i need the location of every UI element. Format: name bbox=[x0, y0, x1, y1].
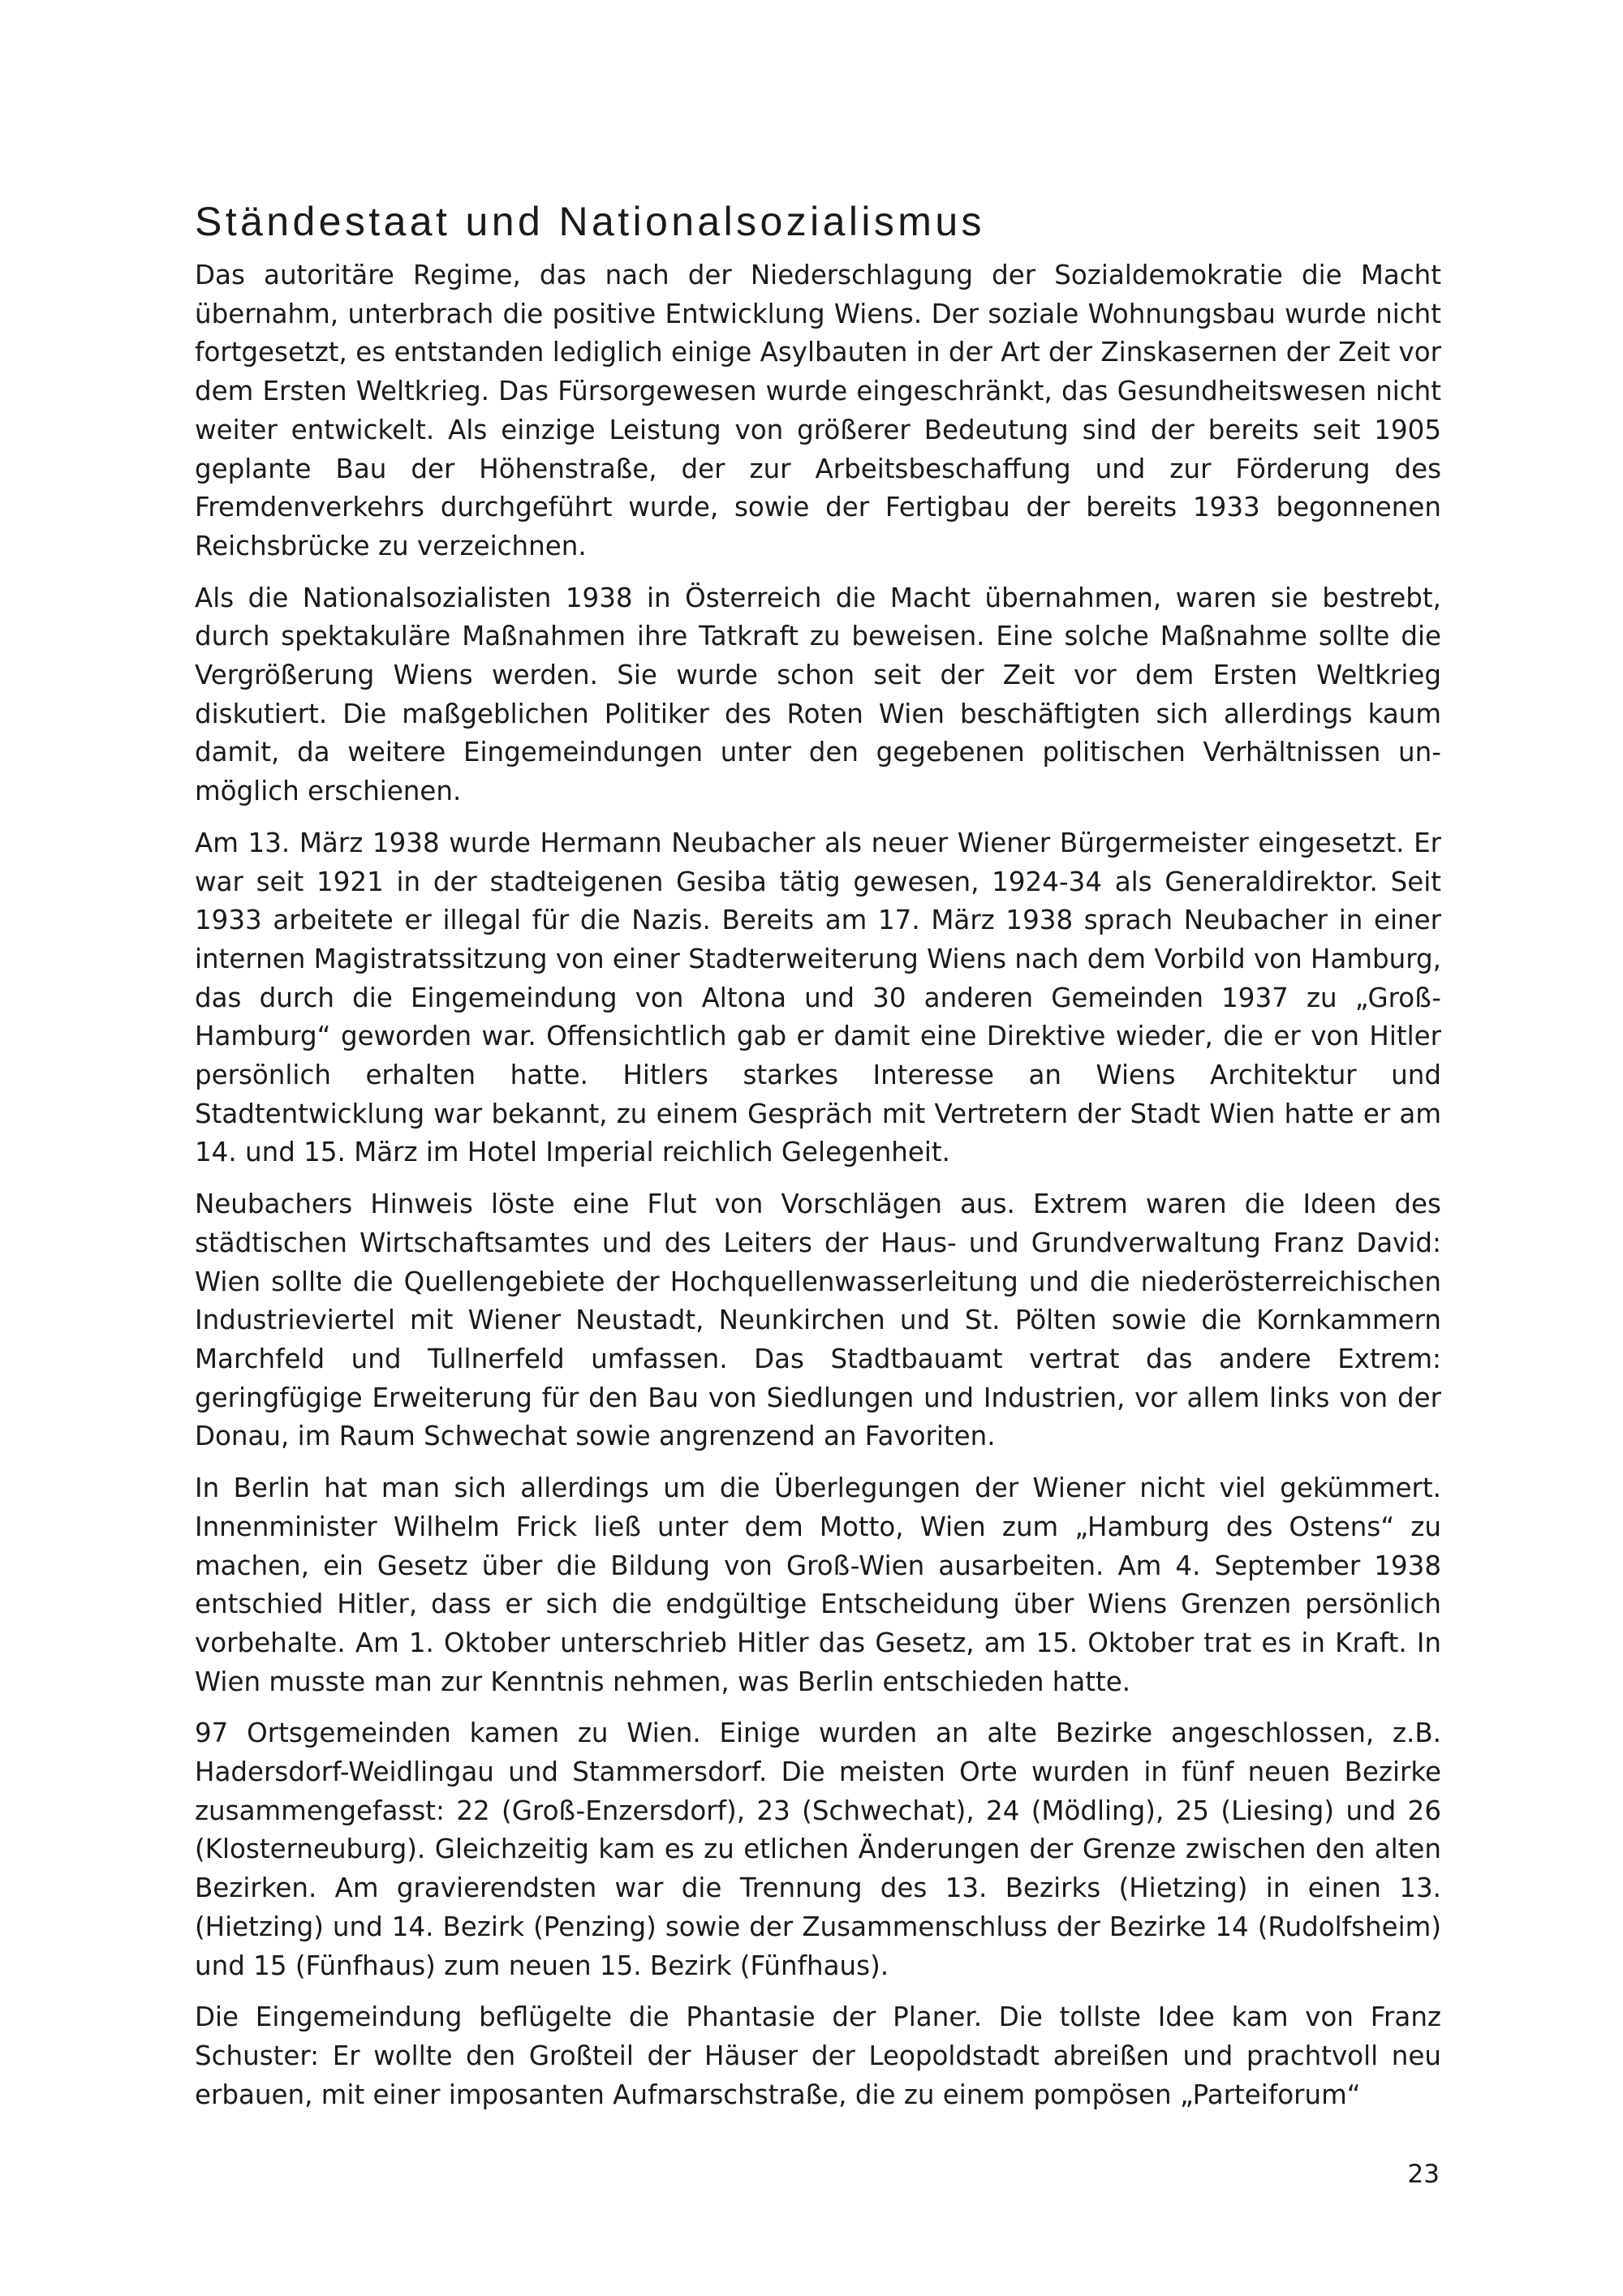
paragraph: Neubachers Hinweis löste eine Flut von Vorschlägen aus. Extrem waren die Ideen des städtischen Wirtschaftsamtes und des Leiters der Haus- und Grundverwaltung Franz David: Wien sollte die Quellengebiete der Hochquellenwasserleitung und die niederösterreichischen Industrieviertel mit Wiener Neustadt, Neunkirchen und St. Pölten sowie die Kornkammern Marchfeld und Tullnerfeld umfassen. Das Stadtbauamt vertrat das andere Extrem: geringfügige Erweiterung für den Bau von Siedlungen und Industrien, vor allem links von der Donau, im Raum Schwechat sowie angrenzend an Favoriten. bbox=[195, 1189, 1441, 1452]
section-title: Ständestaat und Nationalsozialismus bbox=[195, 199, 985, 244]
paragraph: Als die Nationalsozialisten 1938 in Österreich die Macht übernahmen, waren sie bestrebt, durch spektakuläre Maßnahmen ihre Tatkraft zu beweisen. Eine solche Maßnahme sollte die Vergrößerung Wiens werden. Sie wurde schon seit der Zeit vor dem Ersten Weltkrieg diskutiert. Die maßgeblichen Politiker des Roten Wien beschäftigten sich allerdings kaum damit, da weitere Eingemeindungen unter den gegebenen politischen Verhältnissen unmöglich erschienen. bbox=[195, 582, 1441, 807]
paragraph: Die Eingemeindung beflügelte die Phantasie der Planer. Die tollste Idee kam von Franz Schuster: Er wollte den Großteil der Häuser der Leopoldstadt abreißen und prachtvoll neu erbauen, mit einer imposanten Aufmarschstraße, die zu einem pompösen „Parteiforum“ bbox=[195, 2001, 1441, 2110]
paragraph: 97 Ortsgemeinden kamen zu Wien. Einige wurden an alte Bezirke angeschlossen, z.B. Hadersdorf-Weidlingau und Stammersdorf. Die meisten Orte wurden in fünf neuen Bezirke zusammengefasst: 22 (Groß-Enzersdorf), 23 (Schwechat), 24 (Mödling), 25 (Liesing) und 26 (Klosterneuburg). Gleichzeitig kam es zu etlichen Änderungen der Grenze zwischen den alten Bezirken. Am gravierendsten war die Trennung des 13. Bezirks (Hietzing) in einen 13. (Hietzing) und 14. Bezirk (Penzing) sowie der Zusammenschluss der Bezirke 14 (Rudolfsheim) und 15 (Fünfhaus) zum neuen 15. Bezirk (Fünfhaus). bbox=[195, 1718, 1441, 1981]
paragraph: Am 13. März 1938 wurde Hermann Neubacher als neuer Wiener Bürgermeister eingesetzt. Er war seit 1921 in der stadteigenen Gesiba tätig gewesen, 1924-34 als Generaldirektor. Seit 1933 arbeitete er illegal für die Nazis. Bereits am 17. März 1938 sprach Neubacher in einer internen Magistratssitzung von einer Stadterweiterung Wiens nach dem Vorbild von Hamburg, das durch die Eingemeindung von Altona und 30 anderen Gemeinden 1937 zu „Groß-Hamburg“ geworden war. Offensichtlich gab er damit eine Direktive wieder, die er von Hitler persönlich erhalten hatte. Hitlers starkes Interesse an Wiens Architektur und Stadtentwicklung war bekannt, zu einem Gespräch mit Vertretern der Stadt Wien hatte er am 14. und 15. März im Hotel Imperial reichlich Gelegenheit. bbox=[195, 827, 1441, 1168]
paragraph: In Berlin hat man sich allerdings um die Überlegungen der Wiener nicht viel gekümmert. Innenminister Wilhelm Frick ließ unter dem Motto, Wien zum „Hamburg des Ostens“ zu machen, ein Gesetz über die Bildung von Groß-Wien ausarbeiten. Am 4. September 1938 entschied Hitler, dass er sich die endgültige Entscheidung über Wiens Grenzen persönlich vorbehalte. Am 1. Oktober unterschrieb Hitler das Gesetz, am 15. Oktober trat es in Kraft. In Wien musste man zur Kenntnis nehmen, was Berlin entschieden hatte. bbox=[195, 1473, 1441, 1697]
page-number: 23 bbox=[1407, 2160, 1440, 2189]
paragraph: Das autoritäre Regime, das nach der Niederschlagung der Sozialdemokratie die Macht übernahm, unterbrach die positive Entwicklung Wiens. Der soziale Wohnungsbau wurde nicht fortgesetzt, es entstanden lediglich einige Asylbauten in der Art der Zinskasernen der Zeit vor dem Ersten Weltkrieg. Das Fürsorgewesen wurde eingeschränkt, das Gesundheitswesen nicht weiter entwickelt. Als einzige Leistung von größerer Bedeutung sind der bereits seit 1905 geplante Bau der Höhenstraße, der zur Arbeitsbeschaffung und zur Förderung des Fremdenverkehrs durchgeführt wurde, sowie der Fertigbau der bereits 1933 begonnenen Reichsbrücke zu verzeichnen. bbox=[195, 260, 1441, 561]
body-text bbox=[195, 256, 1441, 2127]
